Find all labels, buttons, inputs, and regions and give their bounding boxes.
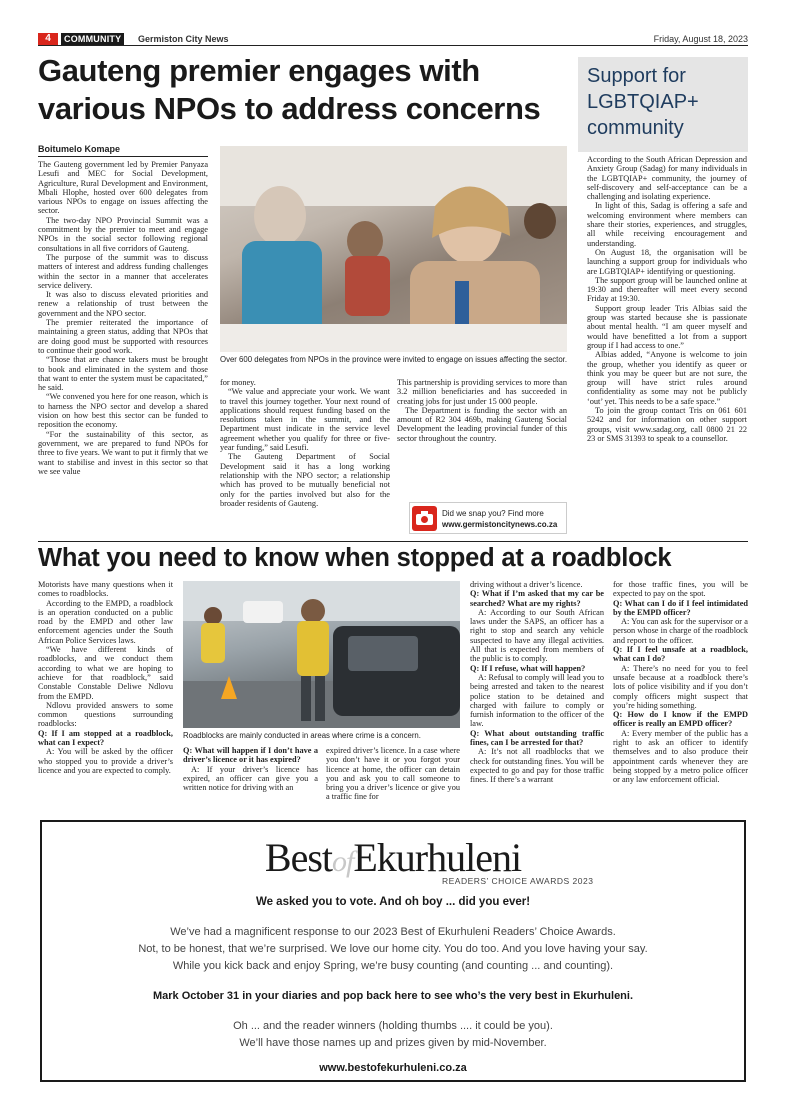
page-header	[38, 32, 748, 46]
paragraph: Ndlovu provided answers to some common questions surrounding roadblocks:	[38, 700, 173, 729]
paragraph: “Those that are chance takers must be brought to book and eliminated in the system and those that want to enter the system must be capacitated,” he said.	[38, 355, 208, 393]
section-label: COMMUNITY	[61, 33, 124, 45]
article1-photo-caption: Over 600 delegates from NPOs in the province were invited to engage on issues affecting the sector.	[220, 355, 568, 364]
issue-date: Friday, August 18, 2023	[653, 34, 748, 44]
paragraph: According to the EMPD, a roadblock is an operation conducted on a public road by the EMPD and other law enforcement agencies under the South African Police Services laws.	[38, 598, 173, 645]
sidebar-header	[578, 57, 748, 152]
snap-link[interactable]: www.germistoncitynews.co.za	[442, 520, 558, 529]
roadblock-photo	[183, 581, 460, 728]
question: Q: How do I know if the EMPD officer is really an EMPD officer?	[613, 710, 748, 729]
camera-icon	[412, 506, 437, 531]
paragraph: “We have different kinds of roadblocks, and we conduct them according to what we are hoping to achieve for that roadblock,” said Constable Constable Deliwe Ndlovu from the EMPD.	[38, 645, 173, 701]
ad-body-line: We’ll have those names up and prizes given by mid-November.	[239, 1037, 547, 1049]
paragraph: The support group will be launched online at 19:30 and thereafter will meet every second Friday at 19:30.	[587, 275, 747, 304]
question: Q: If I refuse, what will happen?	[470, 663, 586, 673]
page-number: 4	[38, 33, 58, 45]
paragraph: To join the group contact Tris on 061 601 5242 and for information on other support groups, visit www.sadag.org, call 0800 21 22 23 or SMS 31393 to speak to a counsellor.	[587, 406, 747, 443]
answer: A: If your driver’s licence has expired, an officer can give you a written notice for driving with an	[183, 764, 318, 793]
article1-headline: Gauteng premier engages with various NPOs to address concerns	[38, 53, 541, 126]
paragraph: In light of this, Sadag is offering a safe and welcoming environment where members can share their stories, experiences, and struggles, all while receiving encouragement and understanding.	[587, 201, 747, 248]
article2-column-4	[470, 580, 604, 785]
paragraph: According to the South African Depression and Anxiety Group (Sadag) for many individuals in the LGBTQIAP+ community, the journey of self-discovery and self-acceptance can be a challenging and isolating experience.	[587, 155, 747, 202]
question: Q: If I am stopped at a roadblock, what can I expect?	[38, 728, 173, 748]
ad-body-line: Oh ... and the reader winners (holding thumbs .... it could be you).	[233, 1020, 553, 1032]
paragraph: It was also to discuss elevated priorities and renew a relationship of trust between the government and the NPO sector.	[38, 290, 208, 318]
publication-name: Germiston City News	[138, 34, 229, 44]
answer: A: You can ask for the supervisor or a person whose in charge of the roadblock and report to the officer.	[613, 617, 748, 645]
ad-body-line: While you kick back and enjoy Spring, we’re busy counting (and counting ... and counting).	[172, 960, 614, 972]
paragraph: driving without a driver’s licence.	[470, 580, 583, 589]
paragraph: Motorists have many questions when it comes to roadblocks.	[38, 580, 173, 599]
article2-photo-caption: Roadblocks are mainly conducted in areas where crime is a concern.	[183, 731, 421, 740]
article2-column-1	[38, 580, 173, 775]
article1-byline: Boitumelo Komape	[38, 144, 208, 157]
paragraph: The two-day NPO Provincial Summit was a commitment by the premier to meet and engage NPOs in the social sector following regional consultations in all five corridors of Gauteng.	[38, 215, 208, 253]
ad-body-line: Not, to be honest, that we’re surprised. We love our home city. You do too. And you love having your say.	[138, 943, 648, 955]
paragraph: expired driver’s licence. In a case where you don’t have it or you forgot your licence at home, the officer can detain you and ask you to call someone to bring you a driver’s licence or give you a traffic fine for	[326, 746, 460, 802]
paragraph: The Department is funding the sector with an amount of R2 304 469b, making Gauteng Social Development the leading provincial funder of this sector throughout the country.	[397, 405, 567, 443]
logo-best: Best	[264, 835, 333, 880]
article1-column-2	[220, 378, 390, 508]
paragraph: The Gauteng Department of Social Development said it has a long working relationship with the NPO sector; a relationship which has proved to be mutually beneficial not only for the parties involved but also for the broader residents of Gauteng.	[220, 452, 390, 508]
paragraph: “For the sustainability of this sector, as government, we are prepared to fund NPOs for three to five years. We want to put it firmly that we want to stabilise and invest in this sector so that we see value	[38, 429, 208, 476]
paragraph: Albias added, “Anyone is welcome to join the group, whether you identify as queer or think you may be queer but are not sure, the group will have strict rules around confidentiality as some may not be publicly ‘out’ yet. This needs to be a safe space.”	[587, 350, 747, 406]
question: Q: What about outstanding traffic fines, can I be arrested for that?	[470, 728, 604, 748]
answer: A: Every member of the public has a right to ask an officer to identify themselves and to also produce their appointment cards whenever they are being stopped by a metro police officer or any law enforcement official.	[613, 728, 748, 785]
sidebar-title: Support for LGBTQIAP+ community	[587, 65, 699, 139]
answer: A: Refusal to comply will lead you to being arrested and taken to the nearest police station to be detained and charged with failure to comply or furnish information to the officer of the law.	[470, 672, 604, 729]
snap-text	[442, 508, 557, 530]
answer: A: According to our South African laws under the SAPS, an officer has a right to stop and search any vehicle suspected to have any illegal activities. All that is expected from members of the public is to comply.	[470, 607, 604, 664]
answer: A: It’s not all roadblocks that we check for outstanding fines. You will be expected to go and pay for those traffic fines. If there’s a warrant	[470, 747, 604, 785]
sidebar-body	[587, 155, 747, 443]
paragraph: “We value and appreciate your work. We want to travel this journey together. Your next round of applications should request funding based on the resolutions taken in the summit, and the Department must indicate in the service level agreement whether you qualify for three or five-year funding,” said Lesufi.	[220, 387, 390, 453]
paragraph: for money.	[220, 378, 256, 387]
article2-column-3	[326, 746, 460, 802]
paragraph: This partnership is providing services to more than 3.2 million beneficiaries and has succeeded in creating jobs for just under 15 000 people.	[397, 378, 567, 406]
best-of-ekurhuleni-ad	[40, 820, 746, 1082]
logo-of: of	[332, 845, 354, 878]
paragraph: for those traffic fines, you will be expected to pay on the spot.	[613, 580, 748, 599]
answer: A: You will be asked by the officer who stopped you to provide a driver’s licence and you are expected to comply.	[38, 747, 173, 775]
ad-callout: Mark October 31 in your diaries and pop back here to see who’s the very best in Ekurhuleni.	[152, 990, 634, 1002]
paragraph: “We convened you here for one reason, which is to harness the NPO sector and develop a shared vision on how best this sector can be funded to reposition the economy.	[38, 392, 208, 430]
delegates-illustration	[220, 146, 567, 352]
article1-column-1	[38, 160, 208, 540]
summit-delegates-photo	[220, 146, 567, 352]
ad-subtitle: READERS’ CHOICE AWARDS 2023	[442, 876, 594, 886]
ad-tagline: We asked you to vote. And oh boy ... did you ever!	[255, 896, 531, 908]
paragraph: The purpose of the summit was to discuss matters of interest and address funding challenges within the sector in a manner that accelerates service delivery.	[38, 252, 208, 290]
question: Q: What will happen if I don’t have a driver’s licence or it has expired?	[183, 746, 318, 765]
logo-ekurhuleni: Ekurhuleni	[353, 835, 522, 880]
question: Q: What can I do if I feel intimidated by the EMPD officer?	[613, 598, 748, 617]
answer: A: There’s no need for you to feel unsafe because at a roadblock there’s lots of police visibility and if you don’t comply officers might suspect that you’re hiding something.	[613, 663, 748, 710]
paragraph: Support group leader Tris Albias said the group was started because she is passionate about mental health. “I am queer myself and would have benefitted a lot from a support group if I had access to one.”	[587, 303, 747, 350]
ad-logo	[42, 834, 744, 881]
snap-line: Did we snap you? Find more	[442, 509, 544, 518]
article1-column-3	[397, 378, 567, 443]
ad-body-line: We’ve had a magnificent response to our 2023 Best of Ekurhuleni Readers’ Choice Awards.	[170, 926, 616, 938]
question: Q: What if I’m asked that my car be searched? What are my rights?	[470, 589, 604, 608]
paragraph: The premier reiterated the importance of maintaining a green status, adding that NPOs that are doing good must be supported with resources to continue their good work.	[38, 318, 208, 355]
ad-url-link[interactable]: www.bestofekurhuleni.co.za	[319, 1062, 467, 1074]
roadblock-illustration	[183, 581, 460, 728]
paragraph: On August 18, the organisation will be launching a support group for individuals who are LGBTQIAP+ identifying or questioning.	[587, 247, 747, 276]
article2-column-2	[183, 746, 318, 792]
article2-headline: What you need to know when stopped at a roadblock	[38, 541, 748, 574]
paragraph: The Gauteng government led by Premier Panyaza Lesufi and MEC for Social Development, Agriculture, Rural Development and Environment, Mbali Hlophe, hosted over 600 delegates from various NPOs to engage on issues affecting the sector.	[38, 160, 208, 216]
question: Q: If I feel unsafe at a roadblock, what can I do?	[613, 645, 748, 664]
snap-promo[interactable]	[409, 502, 567, 534]
article2-column-5	[613, 580, 748, 785]
